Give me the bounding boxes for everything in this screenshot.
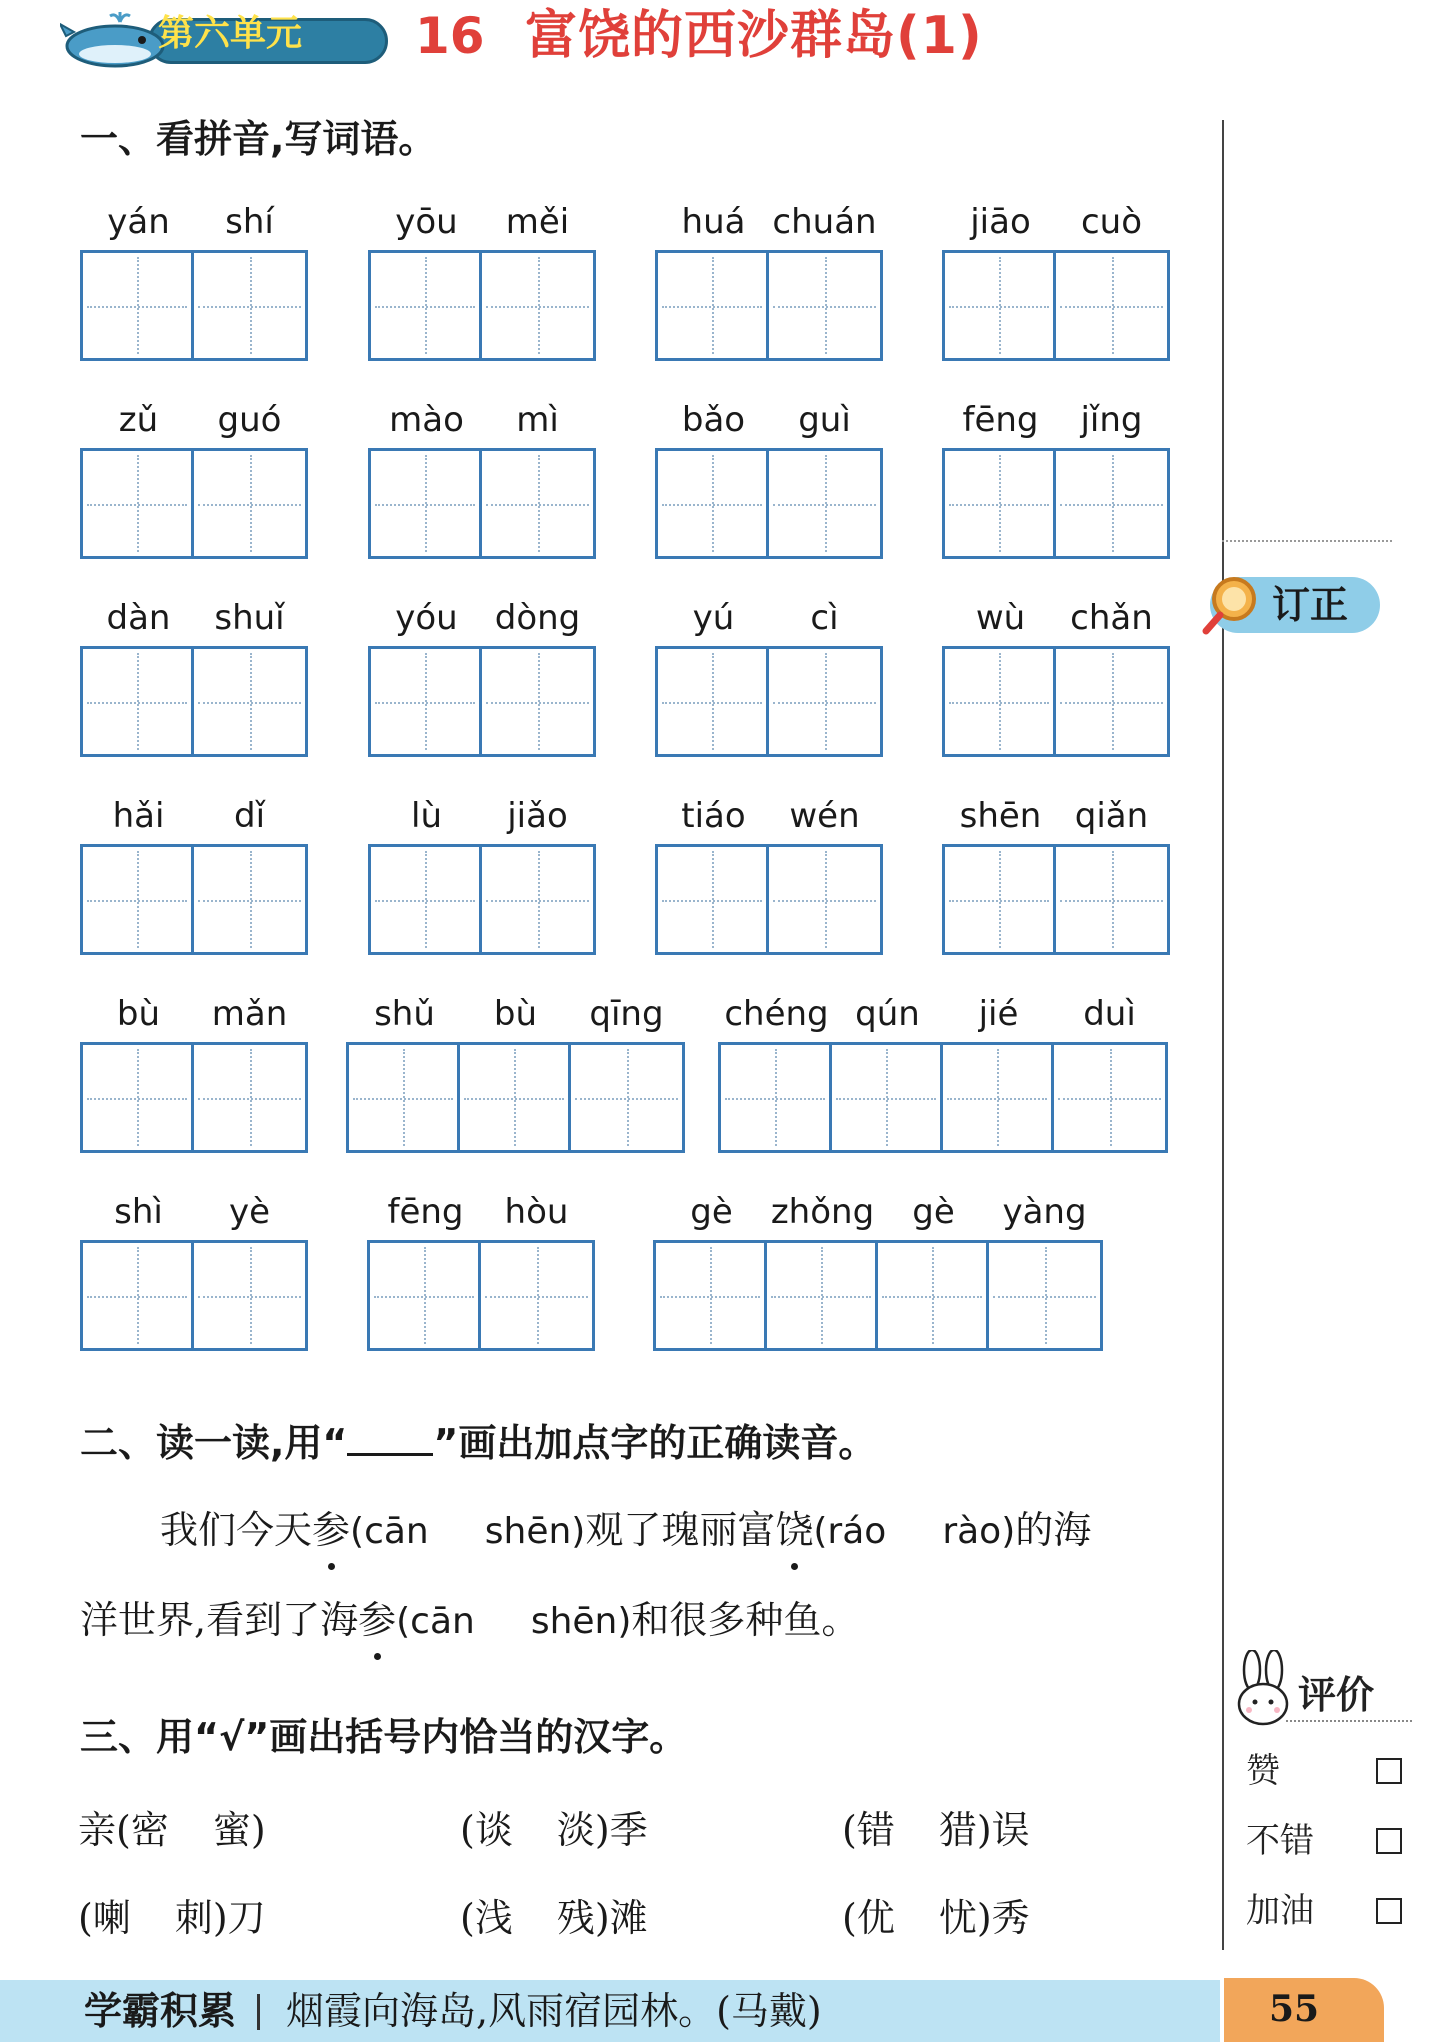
evaluation-option-label: 加油 xyxy=(1246,1891,1314,1931)
evaluation-option-label: 赞 xyxy=(1246,1751,1280,1791)
pinyin-option[interactable]: (cān xyxy=(350,1511,429,1552)
writing-boxes xyxy=(80,646,308,757)
pinyin-syllable: shēn xyxy=(959,796,1042,836)
pinyin-syllable: cuò xyxy=(1080,202,1143,242)
writing-cell[interactable] xyxy=(1056,649,1167,754)
writing-boxes xyxy=(653,1240,1103,1351)
writing-cell[interactable] xyxy=(769,847,880,952)
writing-cell[interactable] xyxy=(194,1045,305,1150)
pinyin-syllable: yōu xyxy=(395,202,458,242)
writing-boxes xyxy=(367,1240,595,1351)
writing-cell[interactable] xyxy=(194,649,305,754)
pinyin-syllable: bù xyxy=(493,994,538,1034)
pinyin-syllable: fēng xyxy=(387,1192,464,1232)
evaluation-divider xyxy=(1286,1720,1412,1722)
evaluation-checkbox[interactable] xyxy=(1376,1828,1402,1854)
pinyin-syllable: měi xyxy=(505,202,570,242)
whale-icon xyxy=(60,8,170,68)
writing-cell[interactable] xyxy=(83,253,194,358)
pinyin-syllable: chǎn xyxy=(1070,598,1153,638)
section2-title-post: ”画出加点字的正确读音。 xyxy=(433,1421,877,1465)
pinyin-syllable: jiǎo xyxy=(507,796,568,836)
char-choice-item[interactable] xyxy=(460,1804,648,1856)
writing-cell[interactable] xyxy=(945,847,1056,952)
magnifier-icon xyxy=(1200,573,1260,637)
writing-cell[interactable] xyxy=(482,451,593,556)
writing-cell[interactable] xyxy=(83,1045,194,1150)
footer-quote: 烟霞向海岛,风雨宿园林。(马戴) xyxy=(286,1989,822,2033)
pinyin-syllable: shí xyxy=(225,202,274,242)
pinyin-option[interactable]: shēn) xyxy=(530,1601,632,1642)
writing-cell[interactable] xyxy=(989,1243,1100,1348)
pinyin-syllable: jiāo xyxy=(970,202,1031,242)
lesson-number: 16 xyxy=(415,7,485,65)
pinyin-syllable: zǔ xyxy=(118,400,159,440)
page-number: 55 xyxy=(1268,1988,1320,2030)
writing-cell[interactable] xyxy=(945,649,1056,754)
choice-option[interactable]: 蜜) xyxy=(212,1808,266,1852)
char-choice-item[interactable] xyxy=(78,1892,266,1944)
writing-cell[interactable] xyxy=(371,451,482,556)
section3-title: 三、用“√”画出括号内恰当的汉字。 xyxy=(80,1715,688,1759)
pinyin-syllable: dòng xyxy=(494,598,581,638)
section1-title: 一、看拼音,写词语。 xyxy=(80,117,437,161)
writing-boxes xyxy=(368,844,596,955)
writing-cell[interactable] xyxy=(194,1243,305,1348)
writing-cell[interactable] xyxy=(371,253,482,358)
writing-cell[interactable] xyxy=(945,451,1056,556)
pinyin-syllable: qiǎn xyxy=(1074,796,1149,836)
evaluation-option-label: 不错 xyxy=(1246,1821,1314,1861)
writing-cell[interactable] xyxy=(1056,253,1167,358)
pinyin-syllable: shì xyxy=(114,1192,163,1232)
writing-cell[interactable] xyxy=(83,649,194,754)
dotted-character: 饶 xyxy=(775,1504,813,1556)
reading-line-1 xyxy=(160,1504,1091,1558)
writing-cell[interactable] xyxy=(769,649,880,754)
char-choice-item[interactable] xyxy=(842,1892,1030,1944)
reading-text: 我们今天 xyxy=(160,1508,313,1552)
writing-cell[interactable] xyxy=(878,1243,989,1348)
pinyin-syllable: mào xyxy=(389,400,464,440)
writing-cell[interactable] xyxy=(943,1045,1054,1150)
writing-cell[interactable] xyxy=(656,1243,767,1348)
writing-boxes xyxy=(80,1042,308,1153)
pinyin-syllable: wù xyxy=(975,598,1026,638)
pinyin-syllable: yú xyxy=(692,598,735,638)
writing-cell[interactable] xyxy=(658,451,769,556)
writing-cell[interactable] xyxy=(83,451,194,556)
pinyin-syllable: shǔ xyxy=(374,994,435,1034)
unit-badge xyxy=(60,8,330,64)
writing-cell[interactable] xyxy=(658,649,769,754)
footer-separator xyxy=(257,1994,260,2030)
pinyin-syllable: fēng xyxy=(962,400,1039,440)
pinyin-syllable: dàn xyxy=(106,598,171,638)
writing-cell[interactable] xyxy=(767,1243,878,1348)
writing-cell[interactable] xyxy=(482,847,593,952)
dotted-character: 参 xyxy=(358,1594,396,1646)
pinyin-option[interactable]: rào) xyxy=(942,1511,1016,1552)
pinyin-syllable: chéng xyxy=(724,994,829,1034)
writing-cell[interactable] xyxy=(370,1243,481,1348)
pinyin-syllable: bù xyxy=(116,994,161,1034)
reading-text: 观了瑰丽富 xyxy=(585,1508,776,1552)
evaluation-title: 评价 xyxy=(1298,1673,1375,1717)
pinyin-syllable: yán xyxy=(107,202,170,242)
writing-boxes xyxy=(942,646,1170,757)
writing-boxes xyxy=(942,448,1170,559)
choice-option[interactable]: (错 xyxy=(842,1808,895,1852)
pinyin-syllable: lù xyxy=(411,796,442,836)
evaluation-option-great[interactable] xyxy=(1246,1746,1406,1796)
pinyin-syllable: yè xyxy=(228,1192,271,1232)
pinyin-syllable: chuán xyxy=(772,202,877,242)
pinyin-option[interactable]: (ráo xyxy=(813,1511,887,1552)
writing-boxes xyxy=(80,1240,308,1351)
reading-line-2 xyxy=(80,1594,859,1648)
pinyin-syllable: yóu xyxy=(395,598,458,638)
pinyin-syllable: huá xyxy=(681,202,746,242)
pinyin-syllable: hǎi xyxy=(112,796,165,836)
writing-boxes xyxy=(368,646,596,757)
writing-cell[interactable] xyxy=(571,1045,682,1150)
pinyin-syllable: dǐ xyxy=(233,796,266,836)
char-choice-item[interactable] xyxy=(460,1892,648,1944)
writing-boxes xyxy=(718,1042,1168,1153)
correction-label: 订正 xyxy=(1272,583,1349,627)
writing-boxes xyxy=(655,250,883,361)
choice-option[interactable]: 淡)季 xyxy=(556,1808,648,1852)
pinyin-syllable: guì xyxy=(798,400,851,440)
writing-boxes xyxy=(655,448,883,559)
unit-label: 第六单元 xyxy=(158,13,303,54)
pinyin-syllable: mǎn xyxy=(211,994,288,1034)
writing-cell[interactable] xyxy=(371,649,482,754)
pinyin-syllable: qún xyxy=(855,994,920,1034)
reading-text: 和很多种鱼。 xyxy=(631,1598,860,1642)
writing-cell[interactable] xyxy=(1054,1045,1165,1150)
pinyin-syllable: duì xyxy=(1083,994,1136,1034)
pinyin-option[interactable]: shēn) xyxy=(484,1511,586,1552)
evaluation-option-good[interactable] xyxy=(1246,1816,1406,1866)
writing-boxes xyxy=(80,250,308,361)
reading-text: 的海 xyxy=(1015,1508,1092,1552)
writing-cell[interactable] xyxy=(194,847,305,952)
writing-cell[interactable] xyxy=(481,1243,592,1348)
writing-boxes xyxy=(655,646,883,757)
pinyin-option[interactable]: (cān xyxy=(396,1601,475,1642)
pinyin-syllable: jǐng xyxy=(1080,400,1143,440)
char-choice-item[interactable] xyxy=(842,1804,1030,1856)
evaluation-option-keep-going[interactable] xyxy=(1246,1886,1406,1936)
margin-divider xyxy=(1222,120,1224,1950)
choice-option[interactable]: (喇 xyxy=(78,1896,131,1940)
rabbit-icon xyxy=(1232,1650,1296,1730)
page-header xyxy=(0,0,1440,80)
writing-cell[interactable] xyxy=(1056,451,1167,556)
writing-boxes xyxy=(368,448,596,559)
writing-boxes xyxy=(942,844,1170,955)
section2-title xyxy=(80,1418,876,1468)
writing-cell[interactable] xyxy=(721,1045,832,1150)
writing-cell[interactable] xyxy=(83,847,194,952)
choice-option[interactable]: (谈 xyxy=(460,1808,513,1852)
pinyin-syllable: cì xyxy=(810,598,839,638)
writing-boxes xyxy=(942,250,1170,361)
evaluation-checkbox[interactable] xyxy=(1376,1898,1402,1924)
writing-cell[interactable] xyxy=(194,253,305,358)
pinyin-syllable: gè xyxy=(912,1192,955,1232)
evaluation-checkbox[interactable] xyxy=(1376,1758,1402,1784)
dotted-character: 参 xyxy=(312,1504,350,1556)
choice-option[interactable]: 猎)误 xyxy=(938,1808,1030,1852)
pinyin-syllable: guó xyxy=(217,400,282,440)
writing-boxes xyxy=(80,844,308,955)
choice-option[interactable]: (优 xyxy=(842,1896,895,1940)
pinyin-syllable: shuǐ xyxy=(214,598,285,638)
writing-cell[interactable] xyxy=(83,1243,194,1348)
pinyin-syllable: zhǒng xyxy=(770,1192,875,1232)
margin-dotted-line xyxy=(1222,540,1392,542)
footer-label: 学霸积累 xyxy=(84,1988,237,2033)
writing-cell[interactable] xyxy=(658,847,769,952)
char-choice-item[interactable] xyxy=(78,1804,266,1856)
choice-option[interactable]: 忧)秀 xyxy=(938,1896,1030,1940)
choice-option[interactable]: (浅 xyxy=(460,1896,513,1940)
writing-cell[interactable] xyxy=(460,1045,571,1150)
pinyin-syllable: wén xyxy=(789,796,860,836)
lesson-title: 富饶的西沙群岛(1) xyxy=(525,6,983,66)
pinyin-syllable: qīng xyxy=(589,994,664,1034)
pinyin-syllable: mì xyxy=(516,400,559,440)
writing-cell[interactable] xyxy=(371,847,482,952)
pinyin-syllable: tiáo xyxy=(681,796,746,836)
writing-boxes xyxy=(655,844,883,955)
writing-cell[interactable] xyxy=(482,253,593,358)
writing-cell[interactable] xyxy=(945,253,1056,358)
writing-cell[interactable] xyxy=(482,649,593,754)
writing-cell[interactable] xyxy=(769,451,880,556)
pinyin-syllable: jié xyxy=(978,994,1019,1034)
writing-cell[interactable] xyxy=(1056,847,1167,952)
writing-boxes xyxy=(80,448,308,559)
evaluation-panel xyxy=(1226,1650,1416,1950)
pinyin-syllable: gè xyxy=(690,1192,733,1232)
choice-option[interactable]: 亲(密 xyxy=(78,1808,169,1852)
writing-boxes xyxy=(346,1042,685,1153)
section2-title-pre: 二、读一读,用“ xyxy=(80,1421,348,1465)
underline-blank xyxy=(347,1423,433,1456)
writing-boxes xyxy=(368,250,596,361)
choice-option[interactable]: 残)滩 xyxy=(556,1896,648,1940)
writing-cell[interactable] xyxy=(832,1045,943,1150)
choice-option[interactable]: 刺)刀 xyxy=(174,1896,266,1940)
writing-cell[interactable] xyxy=(769,253,880,358)
pinyin-syllable: bǎo xyxy=(681,400,746,440)
pinyin-syllable: hòu xyxy=(504,1192,569,1232)
writing-cell[interactable] xyxy=(194,451,305,556)
writing-cell[interactable] xyxy=(658,253,769,358)
pinyin-syllable: yàng xyxy=(1002,1192,1087,1232)
writing-cell[interactable] xyxy=(349,1045,460,1150)
reading-text: 洋世界,看到了海 xyxy=(80,1598,359,1642)
